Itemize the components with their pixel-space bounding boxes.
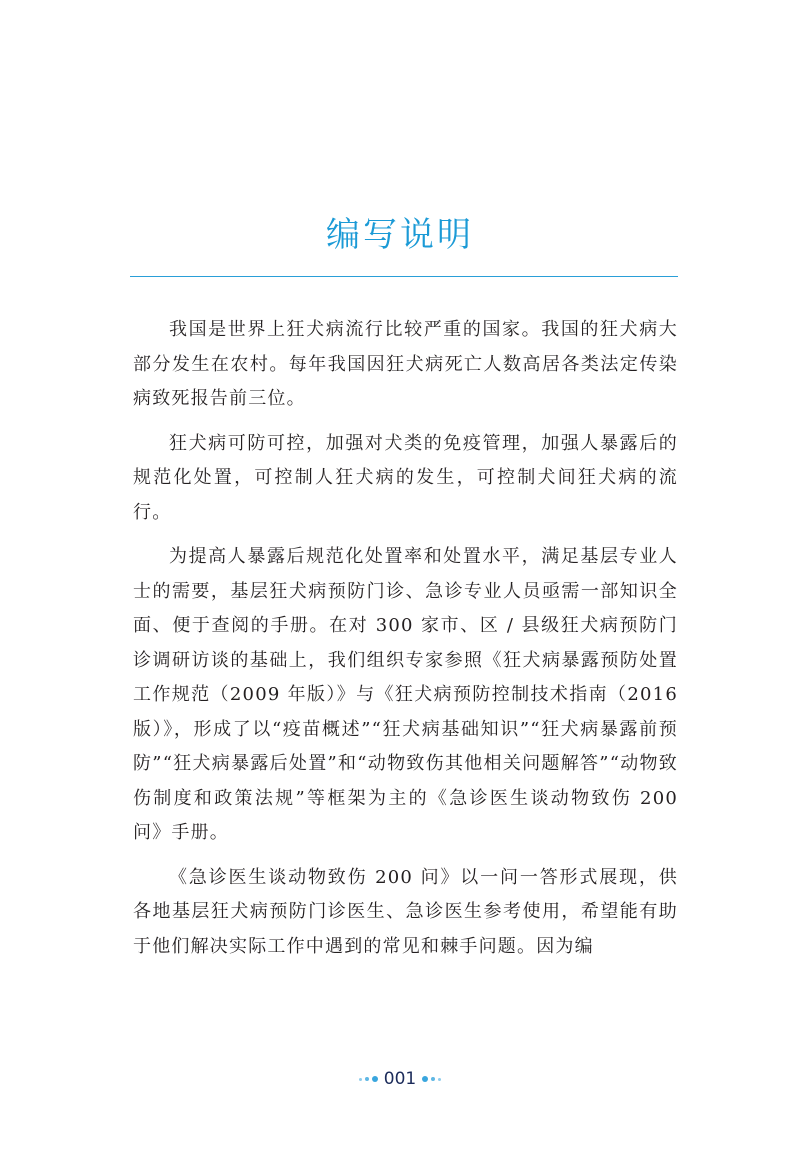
page-title: 编写说明: [326, 215, 474, 255]
title-divider: [130, 276, 678, 277]
left-dots-icon: [359, 1076, 378, 1082]
page-footer: [0, 1067, 800, 1091]
dot-icon: [431, 1077, 435, 1081]
body-text: [133, 313, 678, 974]
paragraph-1: 我国是世界上狂犬病流行比较严重的国家。我国的狂犬病大部分发生在农村。每年我国因狂犬病死亡人数高居各类法定传染病致死报告前三位。: [133, 319, 678, 409]
dot-icon: [359, 1078, 362, 1081]
paragraph-2: 狂犬病可防可控，加强对犬类的免疫管理，加强人暴露后的规范化处置，可控制人狂犬病的发生，可控制犬间狂犬病的流行。: [133, 432, 678, 523]
dot-icon: [365, 1077, 369, 1081]
paragraph-4: 《急诊医生谈动物致伤 200 问》以一问一答形式展现，供各地基层狂犬病预防门诊医生、急诊医生参考使用，希望能有助于他们解决实际工作中遇到的常见和棘手问题。因为编: [133, 866, 678, 957]
dot-icon: [438, 1078, 441, 1081]
right-dots-icon: [422, 1076, 441, 1082]
dot-icon: [422, 1076, 428, 1082]
dot-icon: [372, 1076, 378, 1082]
page-number: 001: [383, 1069, 417, 1089]
paragraph-3: 为提高人暴露后规范化处置率和处置水平，满足基层专业人士的需要，基层狂犬病预防门诊、急诊专业人员亟需一部知识全面、便于查阅的手册。在对 300 家市、区 / 县级狂犬病预防门诊调研访谈的基础上，我们组织专家参照《狂犬病暴露预防处置工作规范（2009 年版）》与《狂犬病预防控制技术指南（2016 版）》，形成了以“疫苗概述”“狂犬病基础知识”“狂犬病暴露前预防”“狂犬病暴露后处置”和“动物致伤其他相关问题解答”“动物致伤制度和政策法规”等框架为主的《急诊医生谈动物致伤 200 问》手册。: [133, 546, 678, 843]
